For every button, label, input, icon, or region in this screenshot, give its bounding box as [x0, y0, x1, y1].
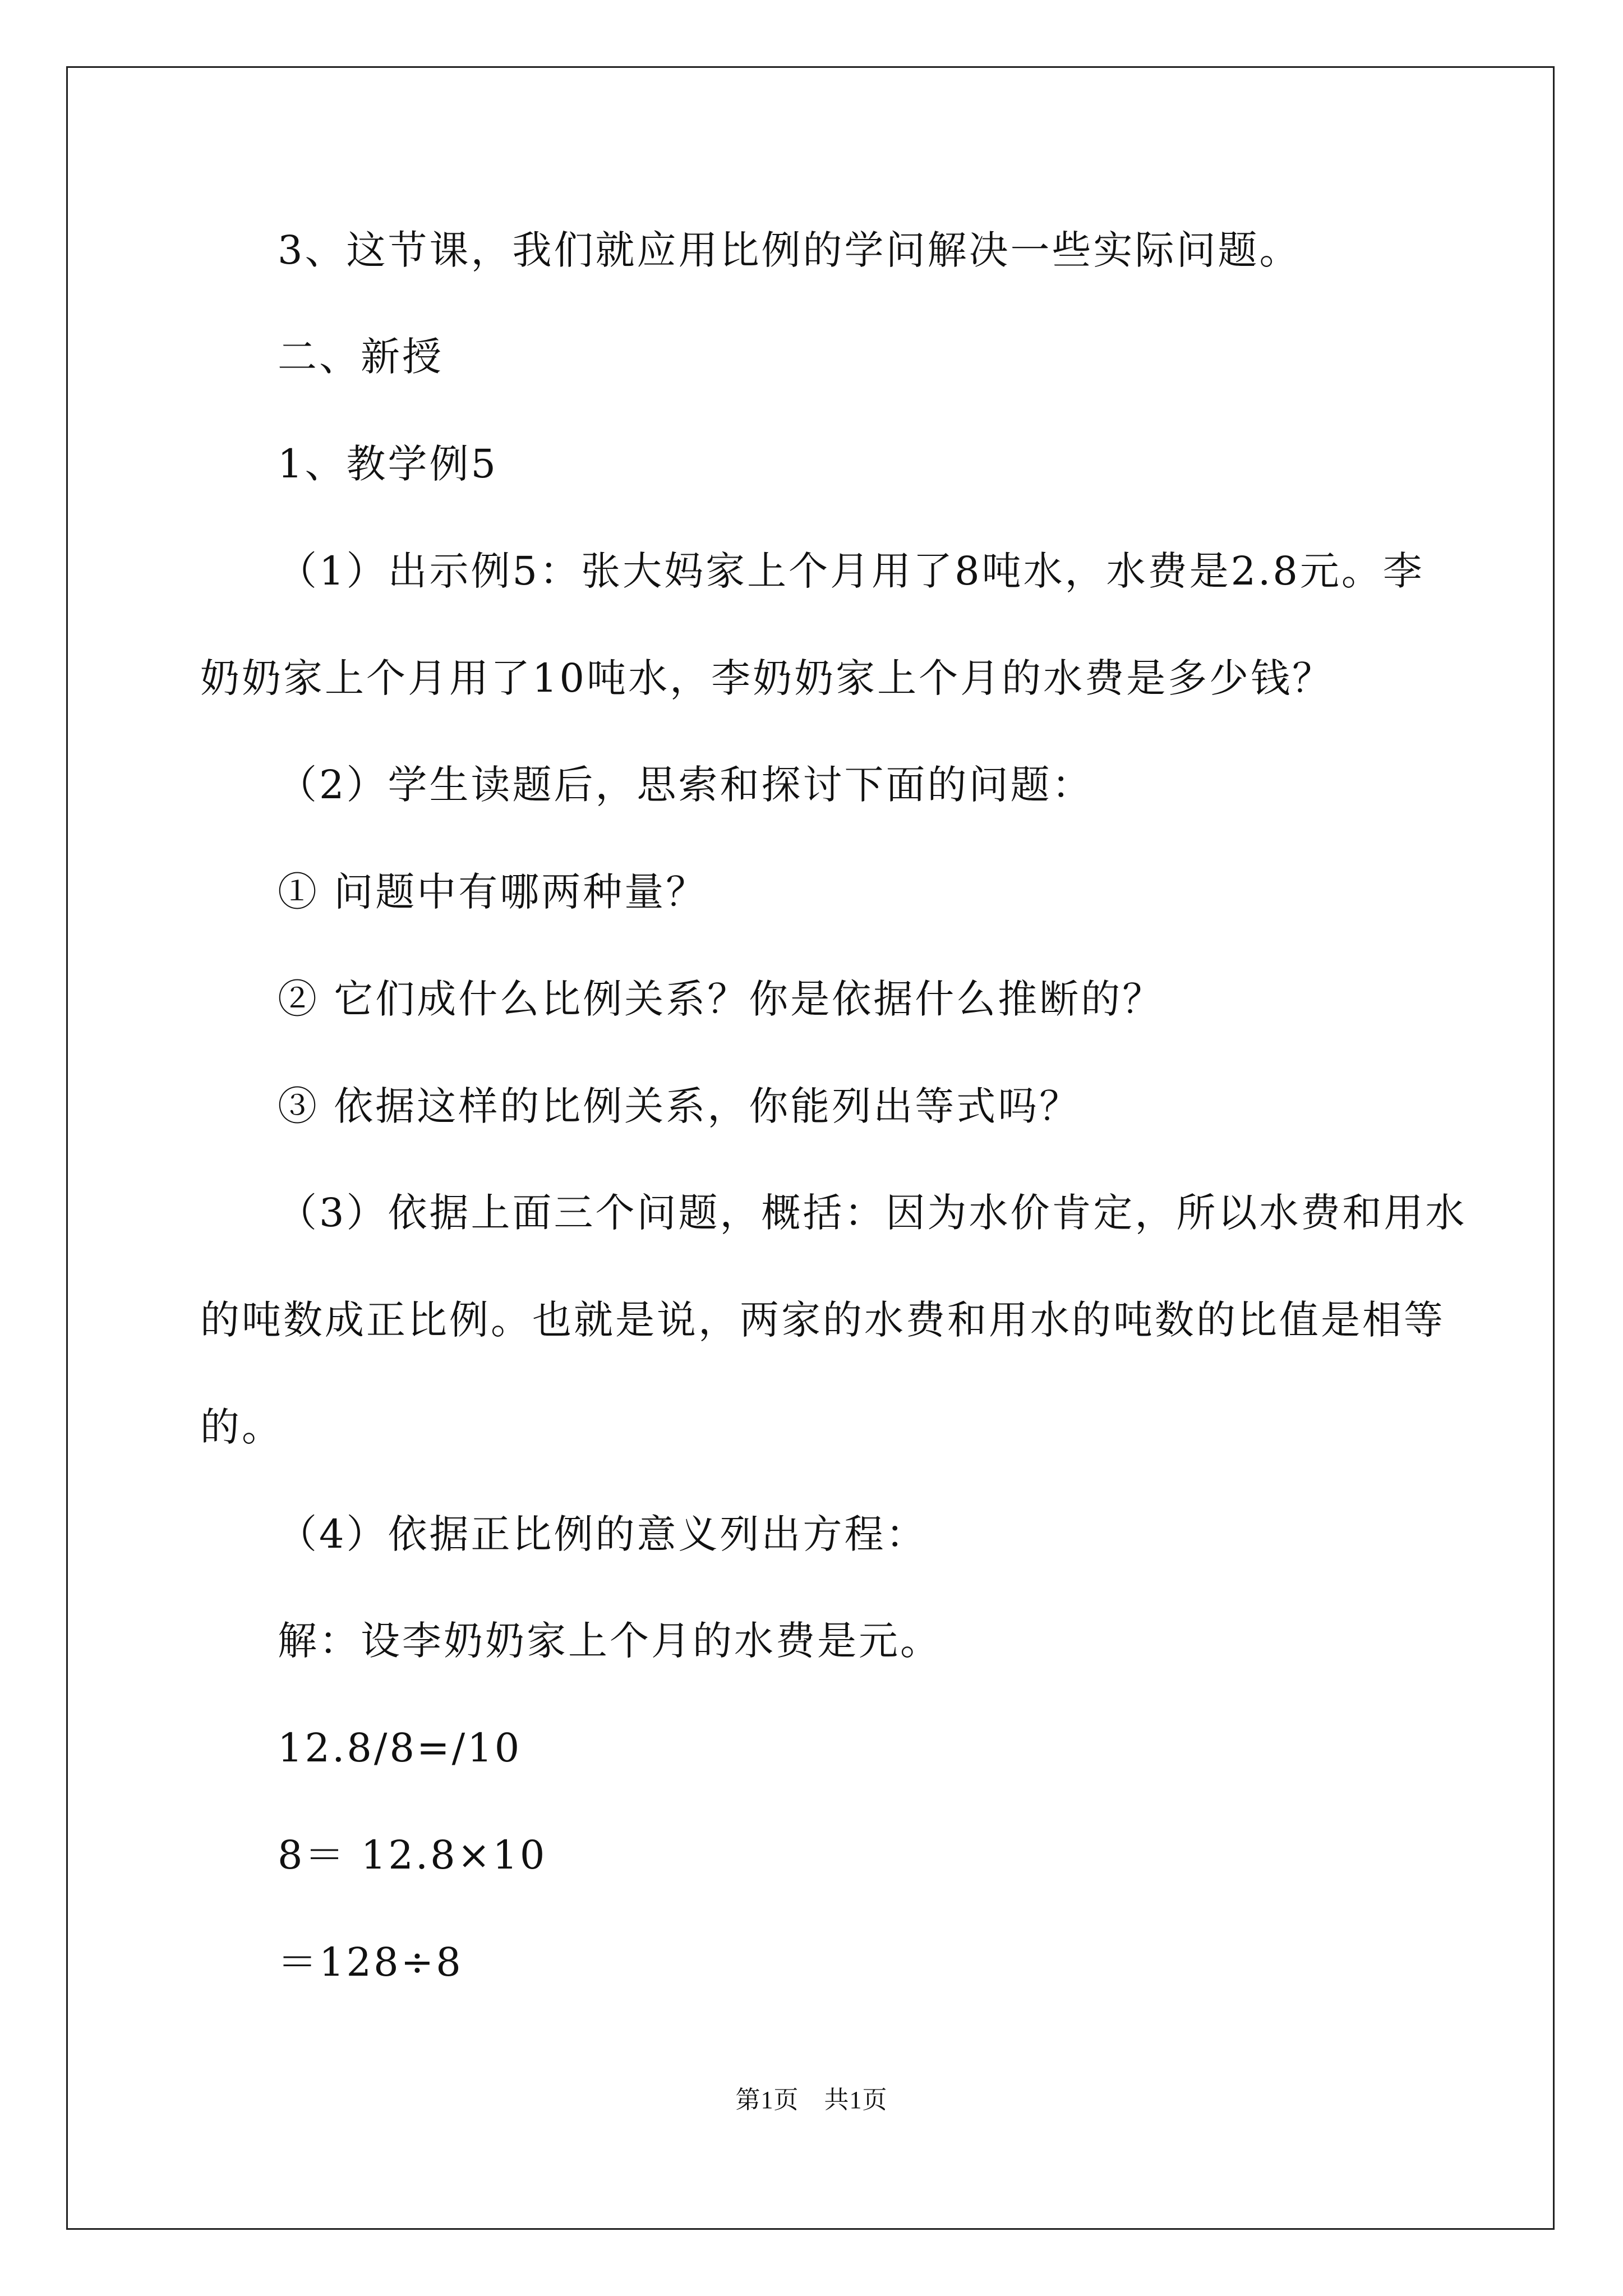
- equation-line: 8＝ 12.8×10: [278, 1832, 547, 1878]
- paragraph-line: （3）依据上面三个问题，概括：因为水价肯定，所以水费和用水: [278, 1190, 1467, 1236]
- subsection-heading: 1、教学例5: [278, 441, 499, 487]
- paragraph-line: （1）出示例5：张大妈家上个月用了8吨水，水费是2.8元。李: [278, 548, 1424, 594]
- solution-line: 解：设李奶奶家上个月的水费是元。: [278, 1618, 942, 1664]
- equation-line: ＝128÷8: [278, 1939, 463, 1985]
- page-border: [66, 66, 1555, 2230]
- section-heading: 二、新授: [278, 334, 444, 380]
- paragraph-line: 的。: [200, 1404, 283, 1450]
- question-item: ② 它们成什么比例关系？你是依据什么推断的？: [278, 976, 1164, 1022]
- equation-line: 12.8/8=/10: [278, 1725, 522, 1771]
- paragraph-line: 奶奶家上个月用了10吨水，李奶奶家上个月的水费是多少钱？: [200, 655, 1334, 701]
- paragraph-line: 3、这节课，我们就应用比例的学问解决一些实际问题。: [278, 227, 1301, 273]
- question-item: ① 问题中有哪两种量？: [278, 869, 708, 915]
- question-item: ③ 依据这样的比例关系，你能列出等式吗？: [278, 1083, 1081, 1129]
- paragraph-line: （2）学生读题后，思索和探讨下面的问题：: [278, 762, 1094, 808]
- page-footer: 第1页 共1页: [735, 2086, 888, 2114]
- paragraph-line: 的吨数成正比例。也就是说，两家的水费和用水的吨数的比值是相等: [200, 1297, 1445, 1343]
- paragraph-line: （4）依据正比例的意义列出方程：: [278, 1511, 928, 1557]
